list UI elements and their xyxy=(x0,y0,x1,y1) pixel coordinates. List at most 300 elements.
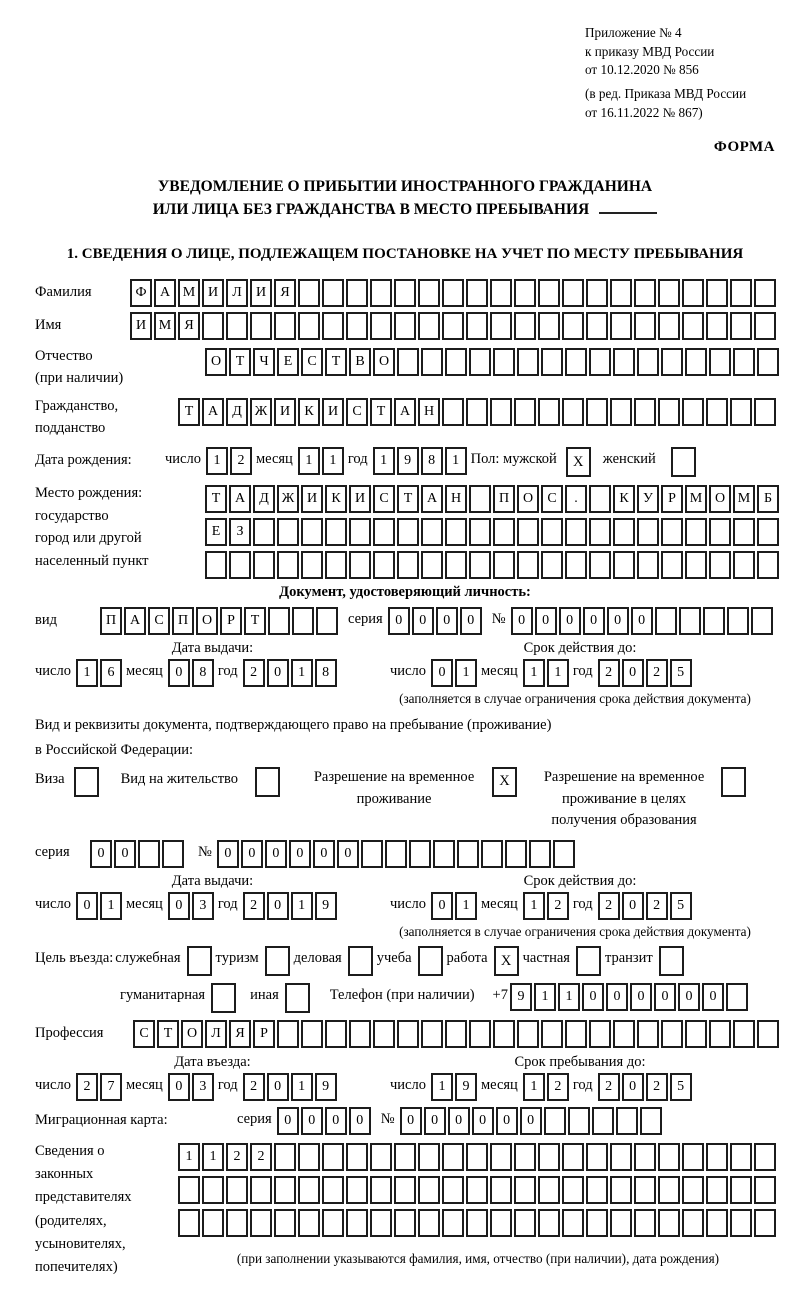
char-cell[interactable]: С xyxy=(133,1020,155,1048)
char-cell[interactable]: 9 xyxy=(510,983,532,1011)
birth-month-cells[interactable] xyxy=(298,447,346,475)
iddoc-seriya-cells[interactable] xyxy=(388,607,484,635)
char-cell[interactable] xyxy=(418,312,440,340)
char-cell[interactable] xyxy=(274,1176,296,1204)
char-cell[interactable]: И xyxy=(202,279,224,307)
birthplace-cells-3[interactable] xyxy=(205,551,781,579)
char-cell[interactable] xyxy=(586,279,608,307)
char-cell[interactable] xyxy=(274,1209,296,1237)
char-cell[interactable] xyxy=(373,551,395,579)
char-cell[interactable] xyxy=(469,485,491,513)
char-cell[interactable] xyxy=(610,279,632,307)
char-cell[interactable] xyxy=(589,551,611,579)
char-cell[interactable] xyxy=(505,840,527,868)
char-cell[interactable]: К xyxy=(325,485,347,513)
char-cell[interactable] xyxy=(589,348,611,376)
char-cell[interactable] xyxy=(637,1020,659,1048)
char-cell[interactable] xyxy=(565,1020,587,1048)
char-cell[interactable] xyxy=(706,312,728,340)
char-cell[interactable] xyxy=(373,1020,395,1048)
char-cell[interactable]: 9 xyxy=(315,892,337,920)
stay-year[interactable] xyxy=(598,1073,694,1101)
char-cell[interactable]: 2 xyxy=(598,892,620,920)
char-cell[interactable] xyxy=(316,607,338,635)
char-cell[interactable] xyxy=(268,607,290,635)
char-cell[interactable] xyxy=(538,279,560,307)
char-cell[interactable] xyxy=(469,551,491,579)
char-cell[interactable] xyxy=(202,1209,224,1237)
char-cell[interactable] xyxy=(637,518,659,546)
char-cell[interactable]: 3 xyxy=(192,1073,214,1101)
permit-seriya-cells[interactable] xyxy=(90,840,186,868)
char-cell[interactable] xyxy=(325,1020,347,1048)
char-cell[interactable] xyxy=(610,1143,632,1171)
char-cell[interactable]: 0 xyxy=(267,892,289,920)
char-cell[interactable]: 0 xyxy=(90,840,112,868)
purpose-other-checkbox[interactable] xyxy=(285,983,310,1013)
char-cell[interactable]: 0 xyxy=(630,983,652,1011)
char-cell[interactable] xyxy=(514,1209,536,1237)
char-cell[interactable] xyxy=(394,279,416,307)
char-cell[interactable] xyxy=(370,1143,392,1171)
char-cell[interactable] xyxy=(397,551,419,579)
char-cell[interactable] xyxy=(733,518,755,546)
char-cell[interactable]: Т xyxy=(397,485,419,513)
char-cell[interactable] xyxy=(253,551,275,579)
char-cell[interactable] xyxy=(634,398,656,426)
temp-residence-checkbox[interactable]: X xyxy=(492,767,517,797)
char-cell[interactable] xyxy=(730,312,752,340)
char-cell[interactable] xyxy=(682,1209,704,1237)
char-cell[interactable] xyxy=(706,1143,728,1171)
char-cell[interactable]: 2 xyxy=(243,659,265,687)
char-cell[interactable] xyxy=(637,551,659,579)
char-cell[interactable] xyxy=(322,1143,344,1171)
char-cell[interactable]: 1 xyxy=(291,659,313,687)
char-cell[interactable] xyxy=(730,1176,752,1204)
char-cell[interactable] xyxy=(634,1209,656,1237)
char-cell[interactable]: . xyxy=(565,485,587,513)
char-cell[interactable] xyxy=(706,279,728,307)
char-cell[interactable]: 1 xyxy=(322,447,344,475)
char-cell[interactable] xyxy=(481,840,503,868)
char-cell[interactable] xyxy=(421,551,443,579)
char-cell[interactable]: 0 xyxy=(289,840,311,868)
char-cell[interactable]: 0 xyxy=(267,1073,289,1101)
char-cell[interactable] xyxy=(490,1176,512,1204)
char-cell[interactable] xyxy=(565,348,587,376)
char-cell[interactable]: М xyxy=(154,312,176,340)
char-cell[interactable] xyxy=(541,518,563,546)
char-cell[interactable] xyxy=(394,1209,416,1237)
char-cell[interactable] xyxy=(469,1020,491,1048)
char-cell[interactable] xyxy=(562,279,584,307)
char-cell[interactable]: 6 xyxy=(100,659,122,687)
char-cell[interactable]: Я xyxy=(229,1020,251,1048)
char-cell[interactable]: Т xyxy=(325,348,347,376)
char-cell[interactable]: И xyxy=(322,398,344,426)
char-cell[interactable] xyxy=(754,279,776,307)
char-cell[interactable]: 2 xyxy=(250,1143,272,1171)
char-cell[interactable] xyxy=(517,518,539,546)
char-cell[interactable] xyxy=(301,1020,323,1048)
permit-number-cells[interactable] xyxy=(217,840,577,868)
char-cell[interactable]: 1 xyxy=(291,892,313,920)
char-cell[interactable]: 0 xyxy=(622,1073,644,1101)
char-cell[interactable] xyxy=(298,312,320,340)
char-cell[interactable] xyxy=(685,1020,707,1048)
char-cell[interactable] xyxy=(733,1020,755,1048)
char-cell[interactable] xyxy=(442,312,464,340)
char-cell[interactable] xyxy=(757,1020,779,1048)
char-cell[interactable]: Ф xyxy=(130,279,152,307)
char-cell[interactable] xyxy=(658,398,680,426)
char-cell[interactable] xyxy=(433,840,455,868)
char-cell[interactable] xyxy=(541,348,563,376)
char-cell[interactable] xyxy=(754,398,776,426)
char-cell[interactable] xyxy=(751,607,773,635)
char-cell[interactable]: 0 xyxy=(431,892,453,920)
char-cell[interactable]: 0 xyxy=(654,983,676,1011)
entry-month[interactable] xyxy=(168,1073,216,1101)
char-cell[interactable] xyxy=(442,1143,464,1171)
char-cell[interactable] xyxy=(469,518,491,546)
char-cell[interactable] xyxy=(541,1020,563,1048)
char-cell[interactable]: 2 xyxy=(243,1073,265,1101)
char-cell[interactable]: 0 xyxy=(607,607,629,635)
char-cell[interactable]: К xyxy=(298,398,320,426)
char-cell[interactable] xyxy=(394,312,416,340)
char-cell[interactable]: 0 xyxy=(325,1107,347,1135)
char-cell[interactable]: 8 xyxy=(421,447,443,475)
firstname-cells[interactable] xyxy=(130,312,778,340)
char-cell[interactable] xyxy=(466,312,488,340)
char-cell[interactable] xyxy=(493,518,515,546)
char-cell[interactable]: 2 xyxy=(598,659,620,687)
permit-issue-month[interactable] xyxy=(168,892,216,920)
char-cell[interactable]: 0 xyxy=(622,892,644,920)
char-cell[interactable]: А xyxy=(421,485,443,513)
char-cell[interactable]: 2 xyxy=(646,659,668,687)
char-cell[interactable] xyxy=(138,840,160,868)
char-cell[interactable] xyxy=(202,312,224,340)
char-cell[interactable]: Н xyxy=(418,398,440,426)
char-cell[interactable] xyxy=(562,312,584,340)
char-cell[interactable] xyxy=(493,551,515,579)
char-cell[interactable] xyxy=(445,518,467,546)
char-cell[interactable] xyxy=(397,518,419,546)
stay-month[interactable] xyxy=(523,1073,571,1101)
char-cell[interactable]: 5 xyxy=(670,1073,692,1101)
char-cell[interactable]: О xyxy=(205,348,227,376)
char-cell[interactable] xyxy=(661,551,683,579)
char-cell[interactable] xyxy=(322,312,344,340)
char-cell[interactable] xyxy=(442,1209,464,1237)
char-cell[interactable]: 2 xyxy=(243,892,265,920)
char-cell[interactable] xyxy=(298,1176,320,1204)
char-cell[interactable] xyxy=(349,551,371,579)
char-cell[interactable]: 0 xyxy=(349,1107,371,1135)
char-cell[interactable]: 2 xyxy=(547,1073,569,1101)
char-cell[interactable] xyxy=(418,1176,440,1204)
char-cell[interactable]: 1 xyxy=(558,983,580,1011)
char-cell[interactable] xyxy=(610,312,632,340)
char-cell[interactable] xyxy=(565,551,587,579)
char-cell[interactable]: 1 xyxy=(291,1073,313,1101)
entry-year[interactable] xyxy=(243,1073,339,1101)
char-cell[interactable]: 2 xyxy=(547,892,569,920)
char-cell[interactable] xyxy=(637,348,659,376)
iddoc-expiry-year[interactable] xyxy=(598,659,694,687)
char-cell[interactable]: 1 xyxy=(547,659,569,687)
char-cell[interactable]: 1 xyxy=(523,659,545,687)
char-cell[interactable]: 2 xyxy=(76,1073,98,1101)
char-cell[interactable]: К xyxy=(613,485,635,513)
char-cell[interactable] xyxy=(538,398,560,426)
char-cell[interactable]: Ж xyxy=(277,485,299,513)
iddoc-vid-cells[interactable] xyxy=(100,607,340,635)
char-cell[interactable] xyxy=(385,840,407,868)
representatives-cells-2[interactable] xyxy=(178,1176,778,1204)
char-cell[interactable] xyxy=(613,518,635,546)
char-cell[interactable] xyxy=(493,1020,515,1048)
char-cell[interactable] xyxy=(562,398,584,426)
char-cell[interactable]: Н xyxy=(445,485,467,513)
char-cell[interactable] xyxy=(514,1176,536,1204)
char-cell[interactable]: 0 xyxy=(412,607,434,635)
char-cell[interactable]: Р xyxy=(220,607,242,635)
char-cell[interactable] xyxy=(301,551,323,579)
char-cell[interactable] xyxy=(568,1107,590,1135)
char-cell[interactable] xyxy=(634,279,656,307)
char-cell[interactable] xyxy=(613,551,635,579)
char-cell[interactable] xyxy=(346,1143,368,1171)
char-cell[interactable]: 8 xyxy=(192,659,214,687)
char-cell[interactable] xyxy=(589,518,611,546)
char-cell[interactable] xyxy=(730,398,752,426)
char-cell[interactable]: 5 xyxy=(670,659,692,687)
char-cell[interactable] xyxy=(421,1020,443,1048)
stay-day[interactable] xyxy=(431,1073,479,1101)
char-cell[interactable] xyxy=(682,1143,704,1171)
char-cell[interactable]: 0 xyxy=(400,1107,422,1135)
char-cell[interactable] xyxy=(466,279,488,307)
char-cell[interactable] xyxy=(346,1209,368,1237)
char-cell[interactable]: 0 xyxy=(241,840,263,868)
char-cell[interactable] xyxy=(709,348,731,376)
char-cell[interactable]: Ж xyxy=(250,398,272,426)
char-cell[interactable]: И xyxy=(130,312,152,340)
char-cell[interactable] xyxy=(661,518,683,546)
char-cell[interactable] xyxy=(250,312,272,340)
char-cell[interactable]: 0 xyxy=(622,659,644,687)
char-cell[interactable]: Б xyxy=(757,485,779,513)
char-cell[interactable] xyxy=(469,348,491,376)
char-cell[interactable] xyxy=(706,1176,728,1204)
permit-issue-year[interactable] xyxy=(243,892,339,920)
temp-residence-edu-checkbox[interactable] xyxy=(721,767,746,797)
char-cell[interactable] xyxy=(298,1209,320,1237)
char-cell[interactable] xyxy=(490,312,512,340)
char-cell[interactable] xyxy=(442,279,464,307)
char-cell[interactable]: И xyxy=(349,485,371,513)
char-cell[interactable]: 1 xyxy=(523,1073,545,1101)
char-cell[interactable] xyxy=(514,398,536,426)
char-cell[interactable]: У xyxy=(637,485,659,513)
char-cell[interactable] xyxy=(277,551,299,579)
purpose-work-checkbox[interactable]: X xyxy=(494,946,519,976)
char-cell[interactable] xyxy=(709,1020,731,1048)
char-cell[interactable]: Т xyxy=(229,348,251,376)
representatives-cells-3[interactable] xyxy=(178,1209,778,1237)
char-cell[interactable]: З xyxy=(229,518,251,546)
char-cell[interactable] xyxy=(298,1143,320,1171)
char-cell[interactable]: 0 xyxy=(267,659,289,687)
permit-expiry-day[interactable] xyxy=(431,892,479,920)
char-cell[interactable]: 0 xyxy=(168,1073,190,1101)
char-cell[interactable]: С xyxy=(541,485,563,513)
char-cell[interactable] xyxy=(709,518,731,546)
char-cell[interactable]: А xyxy=(229,485,251,513)
char-cell[interactable]: А xyxy=(202,398,224,426)
char-cell[interactable] xyxy=(538,1176,560,1204)
char-cell[interactable] xyxy=(418,279,440,307)
char-cell[interactable] xyxy=(274,1143,296,1171)
char-cell[interactable] xyxy=(325,551,347,579)
char-cell[interactable] xyxy=(277,518,299,546)
char-cell[interactable] xyxy=(514,312,536,340)
char-cell[interactable]: 9 xyxy=(455,1073,477,1101)
char-cell[interactable]: И xyxy=(301,485,323,513)
char-cell[interactable] xyxy=(250,1176,272,1204)
char-cell[interactable] xyxy=(544,1107,566,1135)
char-cell[interactable] xyxy=(538,1143,560,1171)
char-cell[interactable] xyxy=(541,551,563,579)
char-cell[interactable]: 0 xyxy=(217,840,239,868)
char-cell[interactable]: В xyxy=(349,348,371,376)
char-cell[interactable]: Д xyxy=(253,485,275,513)
char-cell[interactable] xyxy=(277,1020,299,1048)
residence-permit-checkbox[interactable] xyxy=(255,767,280,797)
char-cell[interactable] xyxy=(685,551,707,579)
purpose-official-checkbox[interactable] xyxy=(187,946,212,976)
char-cell[interactable] xyxy=(346,1176,368,1204)
char-cell[interactable] xyxy=(592,1107,614,1135)
char-cell[interactable]: 1 xyxy=(202,1143,224,1171)
char-cell[interactable] xyxy=(661,1020,683,1048)
char-cell[interactable] xyxy=(466,1209,488,1237)
char-cell[interactable] xyxy=(562,1176,584,1204)
iddoc-expiry-month[interactable] xyxy=(523,659,571,687)
char-cell[interactable] xyxy=(685,348,707,376)
char-cell[interactable]: С xyxy=(148,607,170,635)
char-cell[interactable]: Р xyxy=(661,485,683,513)
char-cell[interactable] xyxy=(226,312,248,340)
char-cell[interactable]: Л xyxy=(226,279,248,307)
char-cell[interactable] xyxy=(421,518,443,546)
char-cell[interactable]: 1 xyxy=(178,1143,200,1171)
char-cell[interactable]: Е xyxy=(205,518,227,546)
char-cell[interactable] xyxy=(301,518,323,546)
char-cell[interactable] xyxy=(421,348,443,376)
char-cell[interactable]: 1 xyxy=(76,659,98,687)
char-cell[interactable]: И xyxy=(274,398,296,426)
char-cell[interactable] xyxy=(253,518,275,546)
surname-cells[interactable] xyxy=(130,279,778,307)
iddoc-issue-day[interactable] xyxy=(76,659,124,687)
char-cell[interactable] xyxy=(394,1143,416,1171)
char-cell[interactable] xyxy=(409,840,431,868)
char-cell[interactable]: 0 xyxy=(168,892,190,920)
char-cell[interactable] xyxy=(370,1209,392,1237)
char-cell[interactable]: 1 xyxy=(206,447,228,475)
char-cell[interactable] xyxy=(490,279,512,307)
char-cell[interactable] xyxy=(445,348,467,376)
char-cell[interactable] xyxy=(490,1209,512,1237)
iddoc-expiry-day[interactable] xyxy=(431,659,479,687)
char-cell[interactable] xyxy=(685,518,707,546)
female-checkbox[interactable] xyxy=(671,447,696,477)
char-cell[interactable] xyxy=(661,348,683,376)
char-cell[interactable]: Т xyxy=(157,1020,179,1048)
permit-issue-day[interactable] xyxy=(76,892,124,920)
char-cell[interactable] xyxy=(346,279,368,307)
char-cell[interactable] xyxy=(730,1209,752,1237)
char-cell[interactable] xyxy=(726,983,748,1011)
char-cell[interactable] xyxy=(679,607,701,635)
char-cell[interactable]: 0 xyxy=(535,607,557,635)
char-cell[interactable] xyxy=(616,1107,638,1135)
char-cell[interactable] xyxy=(730,279,752,307)
char-cell[interactable] xyxy=(586,1176,608,1204)
char-cell[interactable] xyxy=(370,1176,392,1204)
char-cell[interactable]: А xyxy=(154,279,176,307)
char-cell[interactable]: 0 xyxy=(301,1107,323,1135)
char-cell[interactable] xyxy=(682,1176,704,1204)
char-cell[interactable]: 3 xyxy=(192,892,214,920)
char-cell[interactable] xyxy=(730,1143,752,1171)
char-cell[interactable] xyxy=(754,312,776,340)
char-cell[interactable] xyxy=(658,312,680,340)
char-cell[interactable]: Я xyxy=(178,312,200,340)
char-cell[interactable]: 0 xyxy=(168,659,190,687)
char-cell[interactable]: 1 xyxy=(455,659,477,687)
char-cell[interactable]: 2 xyxy=(646,1073,668,1101)
char-cell[interactable]: Е xyxy=(277,348,299,376)
char-cell[interactable]: Т xyxy=(178,398,200,426)
char-cell[interactable] xyxy=(682,279,704,307)
char-cell[interactable] xyxy=(754,1143,776,1171)
char-cell[interactable]: 9 xyxy=(315,1073,337,1101)
char-cell[interactable]: Ч xyxy=(253,348,275,376)
char-cell[interactable]: 0 xyxy=(431,659,453,687)
char-cell[interactable]: О xyxy=(196,607,218,635)
char-cell[interactable] xyxy=(562,1209,584,1237)
purpose-humanitarian-checkbox[interactable] xyxy=(211,983,236,1013)
char-cell[interactable]: М xyxy=(685,485,707,513)
char-cell[interactable] xyxy=(565,518,587,546)
char-cell[interactable] xyxy=(418,1209,440,1237)
char-cell[interactable] xyxy=(757,551,779,579)
char-cell[interactable] xyxy=(658,1176,680,1204)
char-cell[interactable]: 2 xyxy=(646,892,668,920)
char-cell[interactable] xyxy=(514,279,536,307)
char-cell[interactable]: М xyxy=(178,279,200,307)
iddoc-issue-year[interactable] xyxy=(243,659,339,687)
char-cell[interactable]: О xyxy=(709,485,731,513)
char-cell[interactable] xyxy=(361,840,383,868)
char-cell[interactable]: 1 xyxy=(431,1073,453,1101)
